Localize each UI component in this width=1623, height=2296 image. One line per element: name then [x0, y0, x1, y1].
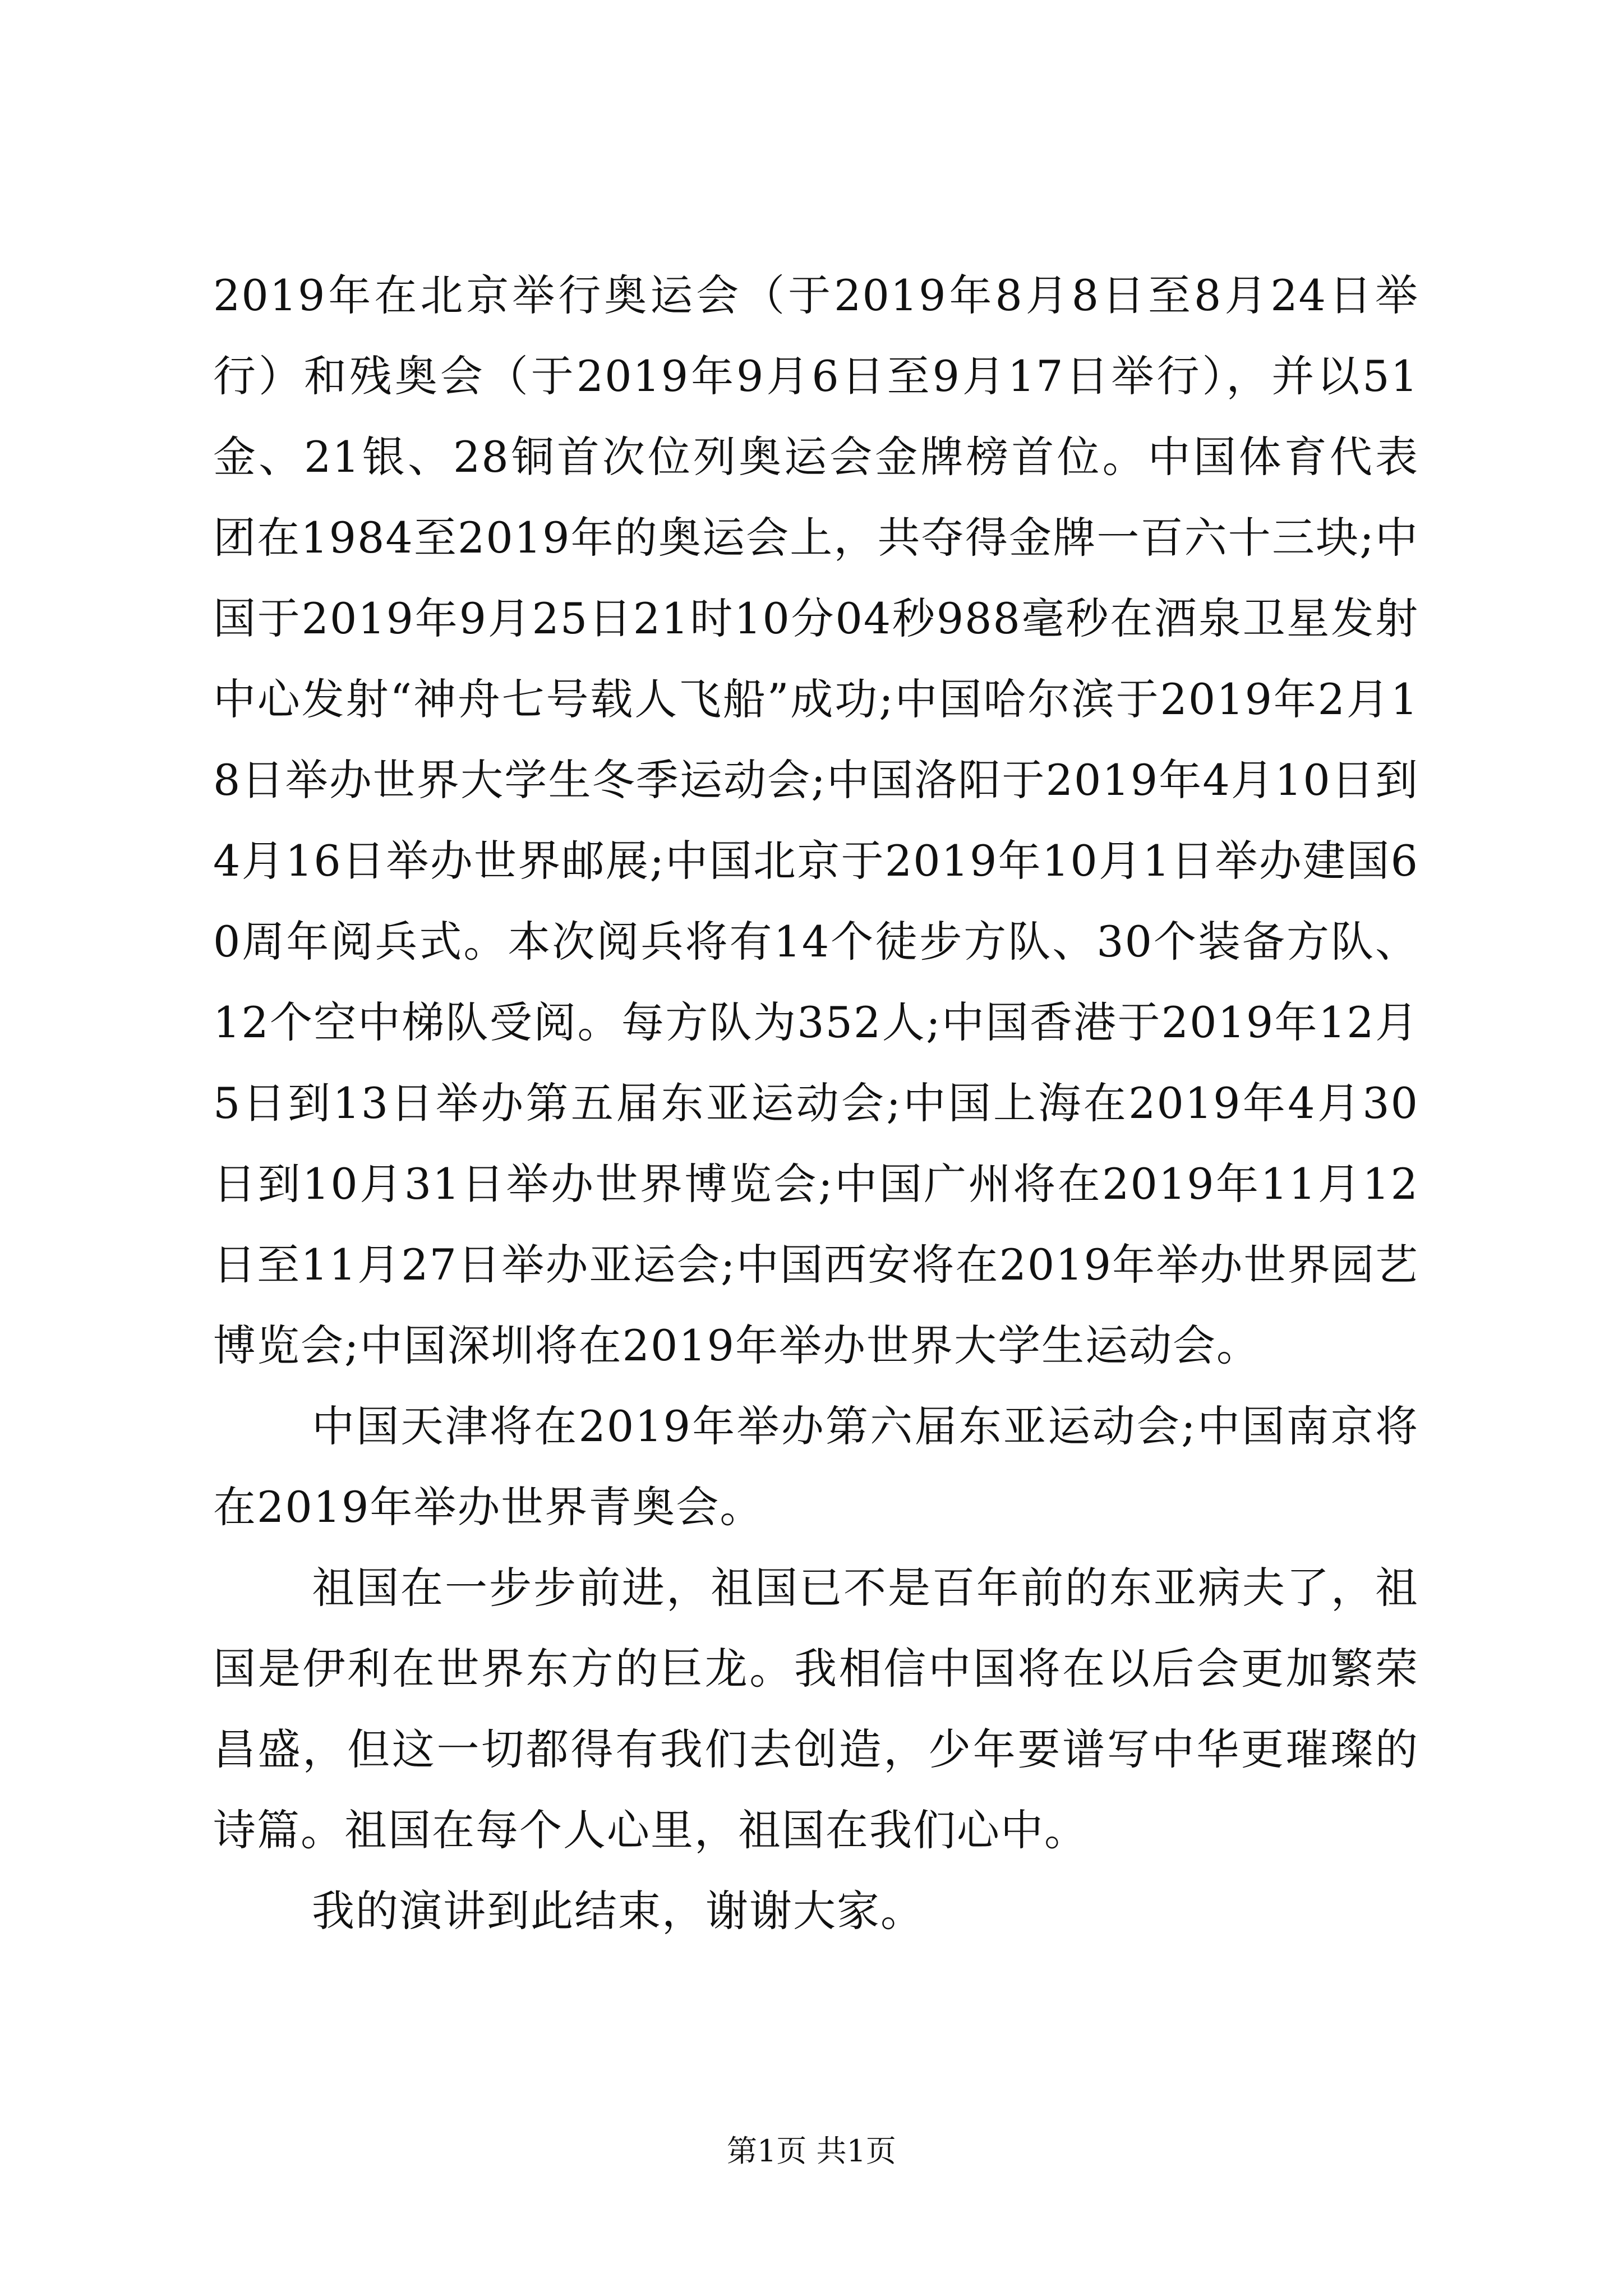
page-number-footer: 第1页 共1页: [727, 2133, 896, 2169]
paragraph-tianjin-nanjing: 中国天津将在2019年举办第六届东亚运动会;中国南京将在2019年举办世界青奥会。: [213, 1401, 1419, 1532]
document-body: [213, 255, 1419, 1952]
paragraph-events: 2019年在北京举行奥运会（于2019年8月8日至8月24日举行）和残奥会（于2019年9月6日至9月17日举行），并以51金、21银、28铜首次位列奥运会金牌榜首位。中国体育代表团在1984至2019年的奥运会上，共夺得金牌一百六十三块;中国于2019年9月25日21时10分04秒988毫秒在酒泉卫星发射中心发射“神舟七号载人飞船”成功;中国哈尔滨于2019年2月18日举办世界大学生冬季运动会;中国洛阳于2019年4月10日到4月16日举办世界邮展;中国北京于2019年10月1日举办建国60周年阅兵式。本次阅兵将有14个徒步方队、30个装备方队、12个空中梯队受阅。每方队为352人;中国香港于2019年12月5日到13日举办第五届东亚运动会;中国上海在2019年4月30日到10月31日举办世界博览会;中国广州将在2019年11月12日至11月27日举办亚运会;中国西安将在2019年举办世界园艺博览会;中国深圳将在2019年举办世界大学生运动会。: [213, 270, 1419, 1370]
paragraph-motherland: 祖国在一步步前进，祖国已不是百年前的东亚病夫了，祖国是伊利在世界东方的巨龙。我相信中国将在以后会更加繁荣昌盛，但这一切都得有我们去创造，少年要谱写中华更璀璨的诗篇。祖国在每个人心里，祖国在我们心中。: [213, 1563, 1419, 1855]
paragraph-closing: 我的演讲到此结束，谢谢大家。: [312, 1886, 924, 1936]
